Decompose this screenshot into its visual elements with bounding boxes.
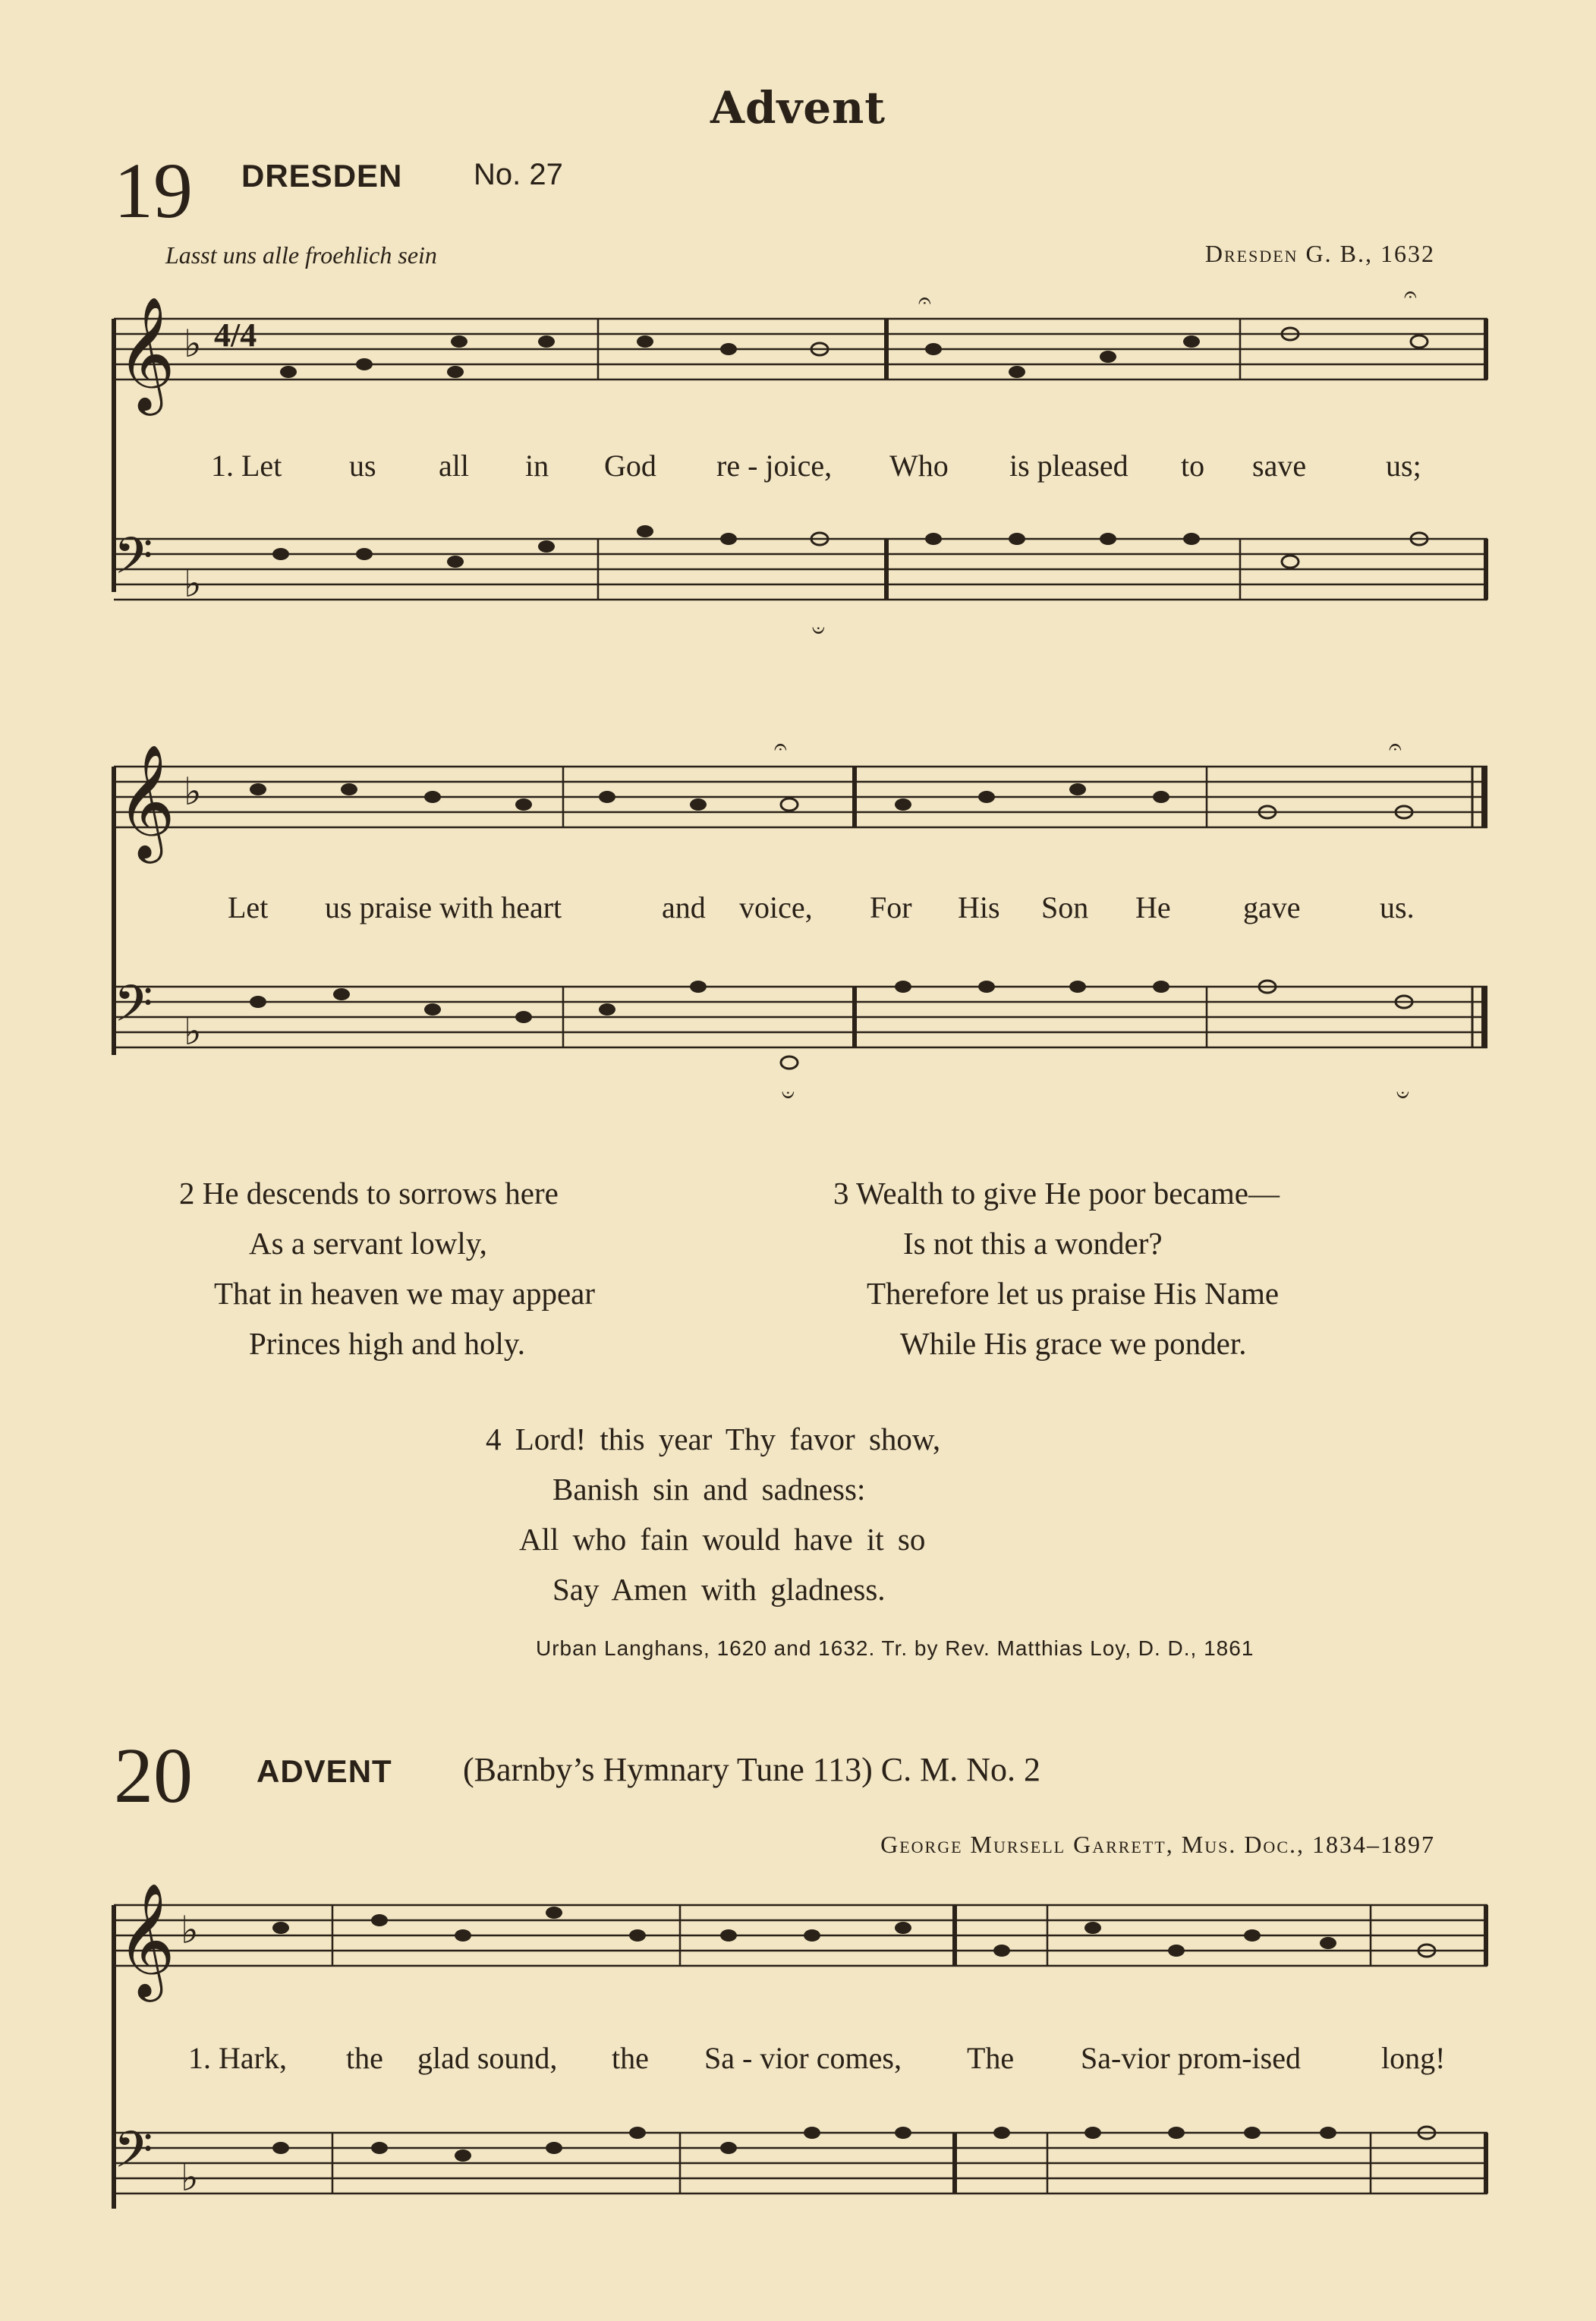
lyric-hymn19-line1-0: 1. Let xyxy=(211,449,282,483)
lyric-hymn20-line1-1: the xyxy=(346,2041,383,2075)
fermata-icon: 𝄑 xyxy=(812,618,825,643)
verse-number: 2 xyxy=(179,1176,195,1211)
bass-staff-system2 xyxy=(114,972,1487,1123)
verse-number: 3 xyxy=(833,1176,849,1211)
verse-3-line-2: Is not this a wonder? xyxy=(903,1226,1163,1261)
lyric-hymn19-line2-1: us praise with heart xyxy=(325,890,562,924)
lyric-hymn19-line2-0: Let xyxy=(228,890,269,924)
lyric-hymn20-line1-2: glad sound, xyxy=(417,2041,558,2075)
flat-icon: ♭ xyxy=(181,1908,199,1952)
lyric-hymn19-line2-4: For xyxy=(870,890,912,924)
author-translator-credit: Urban Langhans, 1620 and 1632. Tr. by Rev. Matthias Loy, D. D., 1861 xyxy=(536,1636,1254,1660)
verse-4-line-4: Say Amen with gladness. xyxy=(552,1572,886,1607)
tune-name-advent: ADVENT xyxy=(257,1753,392,1789)
verse-3-line-1: 3 Wealth to give He poor became— xyxy=(833,1176,1280,1211)
bass-staff-system1 xyxy=(114,524,1487,653)
lyric-hymn19-line1-9: save xyxy=(1252,449,1307,483)
treble-clef-icon: 𝄞 xyxy=(117,1882,175,1997)
verse-4-line-1: 4 Lord! this year Thy favor show, xyxy=(486,1422,941,1457)
verse-4-line-2: Banish sin and sadness: xyxy=(552,1472,866,1507)
lyric-hymn19-line2-8: gave xyxy=(1243,890,1301,924)
lyric-hymn20-line1-6: Sa-vior prom-ised xyxy=(1081,2041,1301,2075)
hymn-number-19: 19 xyxy=(114,147,193,235)
lyric-hymn19-line2-6: Son xyxy=(1041,890,1089,924)
verse-2-line-3: That in heaven we may appear xyxy=(214,1276,596,1311)
time-sig-top: 4/4 xyxy=(214,316,257,354)
fermata-icon: 𝄐 xyxy=(774,735,787,760)
verse-2-line-2: As a servant lowly, xyxy=(249,1226,487,1261)
fermata-icon: 𝄐 xyxy=(1404,282,1417,307)
hymn-number-20: 20 xyxy=(114,1732,193,1819)
lyric-hymn19-line2-9: us. xyxy=(1380,890,1415,924)
treble-staff-hymn20 xyxy=(114,1882,1487,2027)
lyric-hymn19-line1-7: is pleased xyxy=(1009,449,1129,483)
treble-clef-icon: 𝄞 xyxy=(117,743,175,858)
composer-credit: Dresden G. B., 1632 xyxy=(1204,240,1435,267)
flat-icon: ♭ xyxy=(184,562,202,606)
flat-icon: ♭ xyxy=(184,1009,202,1053)
treble-staff-system2 xyxy=(114,735,1487,873)
lyric-hymn20-line1-7: long! xyxy=(1381,2041,1446,2075)
bass-staff-hymn20 xyxy=(114,2118,1487,2239)
flat-icon: ♭ xyxy=(184,322,202,366)
lyric-hymn19-line2-2: and xyxy=(662,890,706,924)
first-line-german: Lasst uns alle froehlich sein xyxy=(165,241,437,269)
lyric-hymn19-line1-5: re - joice, xyxy=(716,449,833,483)
flat-icon: ♭ xyxy=(184,770,202,814)
treble-clef-icon: 𝄞 xyxy=(117,295,175,411)
section-title: Advent xyxy=(710,82,886,134)
verse-4-line-3: All who fain would have it so xyxy=(519,1522,926,1557)
fermata-icon: 𝄐 xyxy=(918,288,931,313)
lyric-hymn20-line1-4: Sa - vior comes, xyxy=(704,2041,902,2075)
lyric-hymn19-line1-4: God xyxy=(604,449,656,483)
lyric-hymn19-line2-5: His xyxy=(958,890,1000,924)
bass-clef-icon: 𝄢 xyxy=(114,975,153,1045)
lyric-hymn20-line1-3: the xyxy=(612,2041,649,2075)
fermata-icon: 𝄐 xyxy=(1389,735,1402,760)
verse-2-line-4: Princes high and holy. xyxy=(249,1326,526,1361)
verse-3-line-3: Therefore let us praise His Name xyxy=(867,1276,1280,1311)
lyric-hymn19-line1-10: us; xyxy=(1386,449,1421,483)
lyric-hymn19-line2-3: voice, xyxy=(739,890,813,924)
tune-meta: (Barnby’s Hymnary Tune 113) C. M. No. 2 xyxy=(463,1751,1041,1788)
lyric-hymn19-line1-3: in xyxy=(525,449,549,483)
verse-number: 4 xyxy=(486,1422,502,1457)
composer-credit: George Mursell Garrett, Mus. Doc., 1834–1897 xyxy=(880,1831,1435,1858)
fermata-icon: 𝄑 xyxy=(1396,1082,1409,1107)
tune-reference: No. 27 xyxy=(474,158,563,191)
bass-clef-icon: 𝄢 xyxy=(114,527,153,597)
lyric-hymn19-line2-7: He xyxy=(1135,890,1171,924)
verse-3-line-4: While His grace we ponder. xyxy=(900,1326,1247,1361)
lyric-hymn19-line1-8: to xyxy=(1181,449,1205,483)
treble-staff-system1 xyxy=(114,282,1487,425)
flat-icon: ♭ xyxy=(181,2156,199,2200)
lyric-hymn20-line1-5: The xyxy=(967,2041,1015,2075)
bass-clef-icon: 𝄢 xyxy=(114,2121,153,2191)
tune-name-dresden: DRESDEN xyxy=(241,158,403,194)
lyric-hymn19-line1-2: all xyxy=(439,449,469,483)
lyric-hymn19-line1-6: Who xyxy=(889,449,949,483)
fermata-icon: 𝄑 xyxy=(782,1082,795,1107)
verse-2-line-1: 2 He descends to sorrows here xyxy=(179,1176,559,1211)
lyric-hymn20-line1-0: 1. Hark, xyxy=(188,2041,287,2075)
lyric-hymn19-line1-1: us xyxy=(349,449,376,483)
